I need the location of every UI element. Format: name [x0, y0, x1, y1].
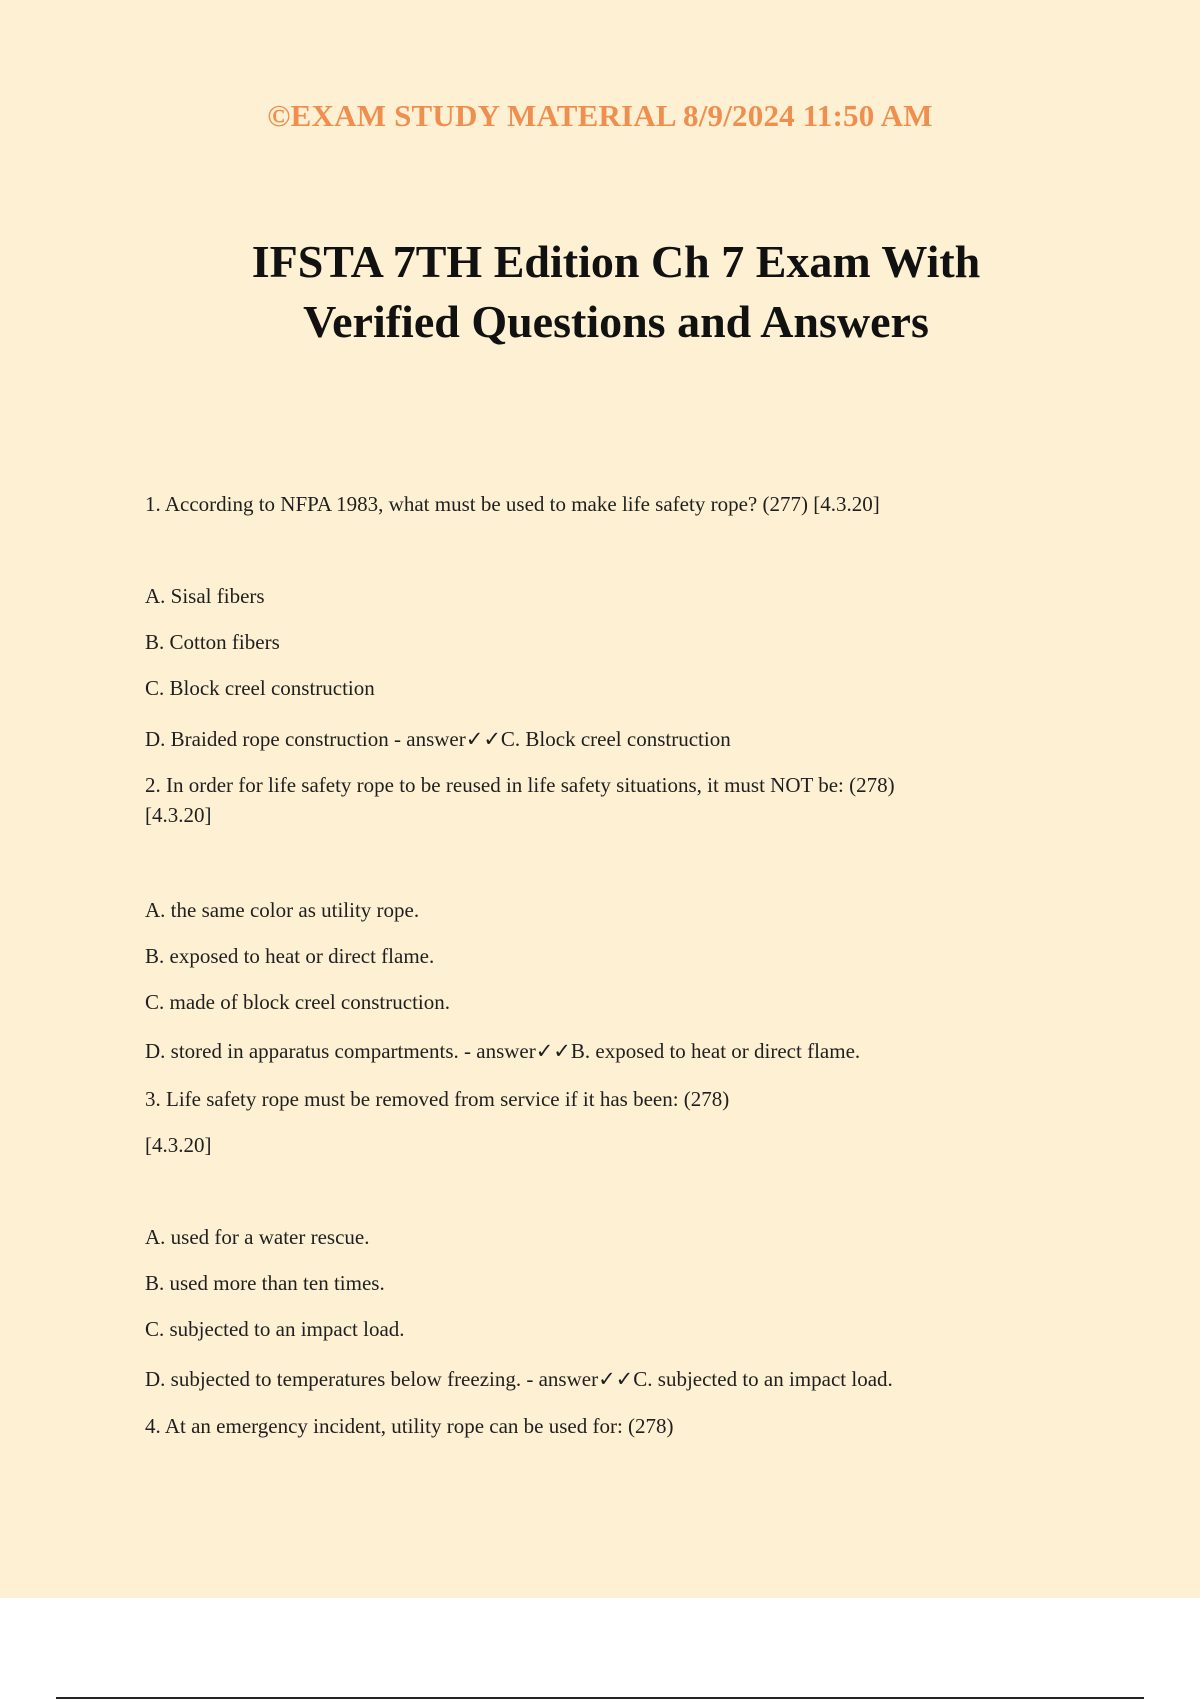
title-line-1: IFSTA 7TH Edition Ch 7 Exam With	[251, 236, 981, 287]
question-1-text: 1. According to NFPA 1983, what must be used to make life safety rope? (277) [4.3.20]	[145, 492, 880, 516]
question-4-text: 4. At an emergency incident, utility rope can be used for: (278)	[145, 1414, 674, 1438]
document-title	[150, 232, 1082, 352]
question-1-option-b: B. Cotton fibers	[145, 630, 280, 654]
question-2-option-a: A. the same color as utility rope.	[145, 898, 420, 922]
watermark-header: ©EXAM STUDY MATERIAL 8/9/2024 11:50 AM	[267, 98, 933, 133]
question-3-text-line-2: [4.3.20]	[145, 1133, 212, 1157]
question-3-option-c: C. subjected to an impact load.	[145, 1317, 405, 1341]
question-3-option-b: B. used more than ten times.	[145, 1271, 385, 1295]
question-2-option-b: B. exposed to heat or direct flame.	[145, 944, 435, 968]
question-3-option-a: A. used for a water rescue.	[145, 1225, 370, 1249]
footer-divider	[56, 1697, 1144, 1699]
title-line-2: Verified Questions and Answers	[303, 296, 929, 347]
question-3-option-d-answer: D. subjected to temperatures below freezing. - answer✓✓C. subjected to an impact load.	[145, 1367, 893, 1391]
question-2-text-line-1: 2. In order for life safety rope to be reused in life safety situations, it must NOT be: (278)	[145, 773, 895, 797]
question-2-option-c: C. made of block creel construction.	[145, 990, 450, 1014]
question-1-option-d-answer: D. Braided rope construction - answer✓✓C. Block creel construction	[145, 727, 731, 751]
question-2-text-line-2: [4.3.20]	[145, 803, 212, 827]
question-3-text-line-1: 3. Life safety rope must be removed from service if it has been: (278)	[145, 1087, 730, 1111]
question-1-option-c: C. Block creel construction	[145, 676, 375, 700]
question-1-option-a: A. Sisal fibers	[145, 584, 265, 608]
question-2-option-d-answer: D. stored in apparatus compartments. - answer✓✓B. exposed to heat or direct flame.	[145, 1039, 861, 1063]
